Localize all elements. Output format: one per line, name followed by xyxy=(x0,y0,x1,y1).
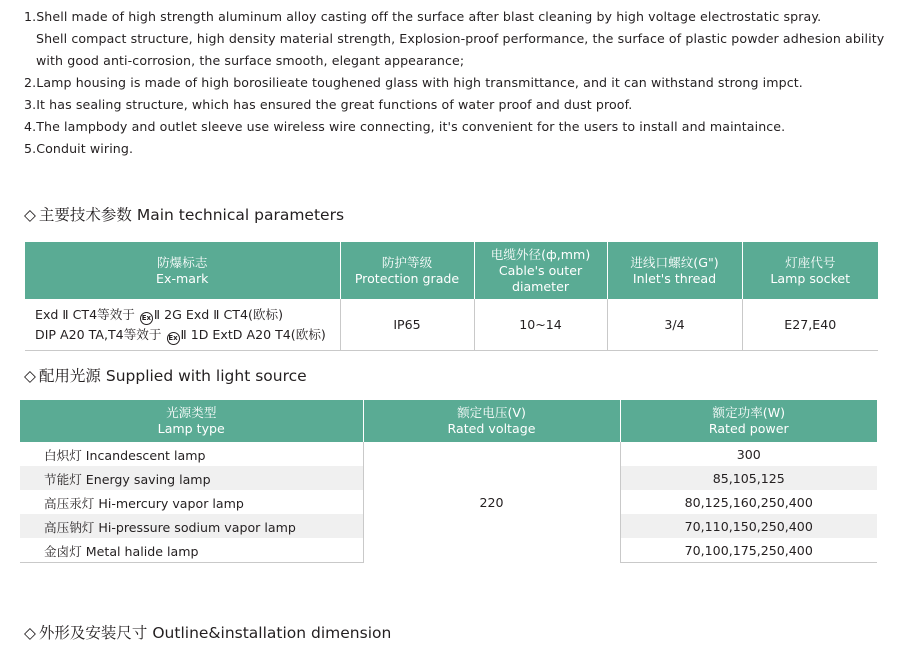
ex-symbol-icon: Ex xyxy=(140,312,153,325)
header-protection-grade: 防护等级 Protection grade xyxy=(340,242,474,299)
rated-power-cell: 70,110,150,250,400 xyxy=(620,514,877,538)
diamond-icon: ◇ xyxy=(24,367,36,385)
diamond-icon: ◇ xyxy=(24,624,36,642)
section-heading-light-source xyxy=(24,364,307,386)
header-rated-voltage: 额定电压(V) Rated voltage xyxy=(363,400,620,442)
rated-power-cell: 300 xyxy=(736,446,761,462)
feature-2: 2.Lamp housing is made of high borosilieate toughened glass with high transmittance, and it can withstand strong impct. xyxy=(24,75,803,90)
ex-mark-cell: Exd Ⅱ CT4等效于 Ex Ⅱ 2G Exd Ⅱ CT4(欧标) DIP A20 TA,T4等效于 Ex Ⅱ 1D ExtD A20 T4(欧标) xyxy=(25,299,340,351)
table-row xyxy=(20,442,877,466)
header-ex-mark: 防爆标志 Ex-mark xyxy=(25,242,340,299)
feature-1: 1.Shell made of high strength aluminum alloy casting off the surface after blast cleaning by high voltage electrostatic spray. xyxy=(24,9,822,24)
section-heading-technical-parameters xyxy=(24,203,344,225)
light-source-table xyxy=(20,400,877,563)
rated-power-cell: 80,125,160,250,400 xyxy=(684,494,813,510)
feature-5: 5.Conduit wiring. xyxy=(24,141,134,156)
rated-voltage-cell: 220 xyxy=(363,442,620,563)
feature-1-cont: Shell compact structure, high density material strength, Explosion-proof performance, the surface of plastic powder adhesion ability with good anti-corrosion, the surface smooth, elegant appearance; xyxy=(36,31,885,68)
thread-cell: 3/4 xyxy=(607,299,742,351)
section-title: 外形及安装尺寸 Outline&installation dimension xyxy=(38,624,392,642)
section-title: 配用光源 Supplied with light source xyxy=(38,367,307,385)
ex-symbol-icon: Ex xyxy=(167,332,180,345)
header-cable-diameter: 电缆外径(ф,mm) Cable's outer diameter xyxy=(474,242,607,299)
table-header-row xyxy=(25,242,878,299)
feature-3: 3.It has sealing structure, which has ensured the great functions of water proof and dust proof. xyxy=(24,97,633,112)
feature-4: 4.The lampbody and outlet sleeve use wireless wire connecting, it's convenient for the users to install and maintaince. xyxy=(24,119,786,134)
rated-power-cell: 70,100,175,250,400 xyxy=(620,538,877,563)
protection-cell: IP65 xyxy=(340,299,474,351)
rated-power-cell: 85,105,125 xyxy=(620,466,877,490)
features-list xyxy=(24,6,890,160)
section-title: 主要技术参数 Main technical parameters xyxy=(38,206,345,224)
lamp-type-cell: 金卤灯 Metal halide lamp xyxy=(20,538,363,563)
header-lamp-socket: 灯座代号 Lamp socket xyxy=(742,242,878,299)
technical-parameters-table xyxy=(25,242,878,351)
cable-cell: 10~14 xyxy=(474,299,607,351)
header-lamp-type: 光源类型 Lamp type xyxy=(20,400,363,442)
header-inlet-thread: 进线口螺纹(G") Inlet's thread xyxy=(607,242,742,299)
diamond-icon: ◇ xyxy=(24,206,36,224)
socket-cell: E27,E40 xyxy=(742,299,878,351)
lamp-type-cell: 白炽灯 Incandescent lamp xyxy=(44,447,206,463)
lamp-type-cell: 高压汞灯 Hi-mercury vapor lamp xyxy=(44,495,244,511)
lamp-type-cell: 节能灯 Energy saving lamp xyxy=(20,466,363,490)
header-rated-power: 额定功率(W) Rated power xyxy=(620,400,877,442)
section-heading-outline-dimension xyxy=(24,621,391,643)
table-header-row xyxy=(20,400,877,442)
table-row xyxy=(25,299,878,351)
lamp-type-cell: 高压钠灯 Hi-pressure sodium vapor lamp xyxy=(20,514,363,538)
